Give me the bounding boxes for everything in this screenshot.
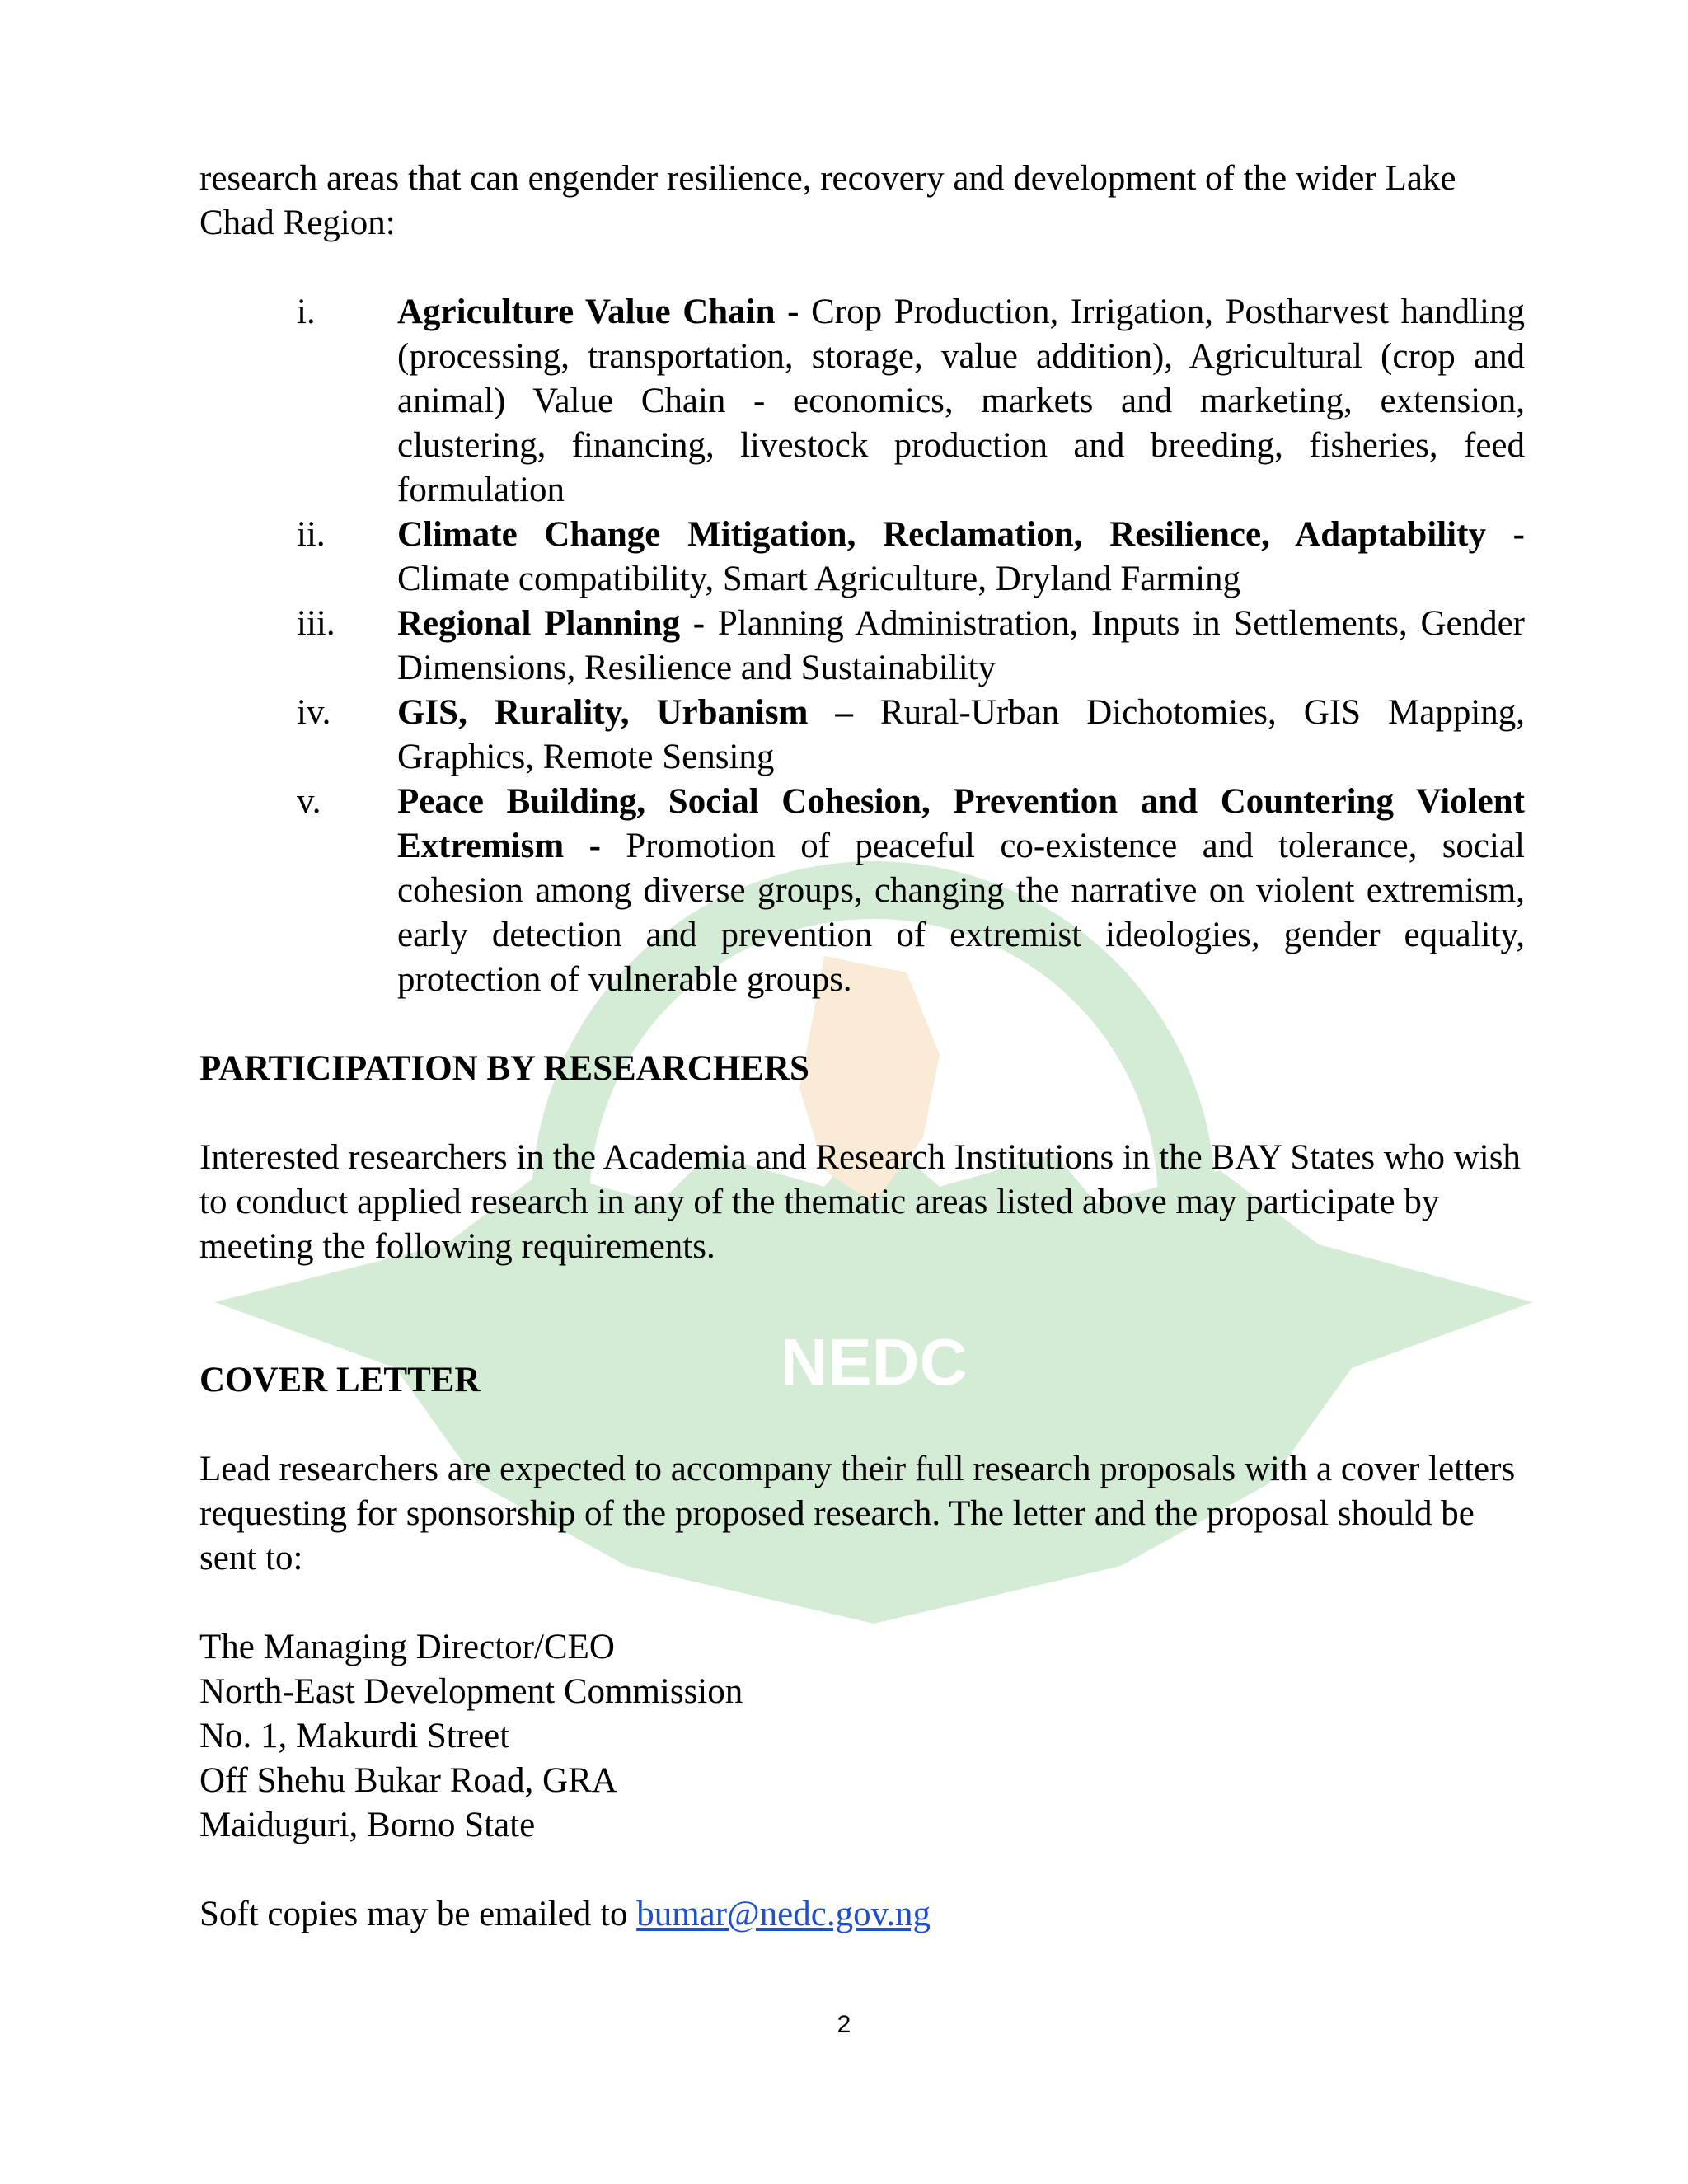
address-line: No. 1, Makurdi Street <box>199 1717 510 1755</box>
list-item-description: Climate compatibility, Smart Agriculture, Dryland Farming <box>397 560 1241 598</box>
list-item-term: GIS, Rurality, Urbanism – <box>397 693 853 732</box>
list-item-term: Climate Change Mitigation, Reclamation, Resilience, Adaptability - <box>397 515 1525 554</box>
intro-paragraph: research areas that can engender resilience, recovery and development of the wider Lake Chad Region: <box>199 159 1456 242</box>
list-item <box>199 780 1525 1002</box>
address-line: North-East Development Commission <box>199 1672 743 1711</box>
list-item <box>199 290 1525 513</box>
thematic-areas-list <box>199 290 1525 1002</box>
cover-letter-heading: COVER LETTER <box>199 1361 481 1399</box>
list-item <box>199 513 1525 602</box>
soft-copies-line <box>199 1892 1525 1937</box>
document-page <box>199 157 1525 1937</box>
list-item-number: v. <box>297 782 321 821</box>
mailing-address <box>199 1625 1525 1848</box>
list-item-description: Rural-Urban Dichotomies, GIS Mapping, Graphics, Remote Sensing <box>397 693 1526 776</box>
soft-copies-text: Soft copies may be emailed to <box>199 1895 628 1933</box>
list-item-description: Planning Administration, Inputs in Settlements, Gender Dimensions, Resilience and Sustainability <box>397 604 1526 687</box>
list-item <box>199 602 1525 691</box>
list-item-description: Promotion of peaceful co-existence and tolerance, social cohesion among diverse groups, changing the narrative on violent extremism, early detection and prevention of extremist ideologies, gender equality, protection of vulnerable groups. <box>397 827 1525 999</box>
page-number: 2 <box>837 2011 851 2038</box>
list-item-term: Regional Planning - <box>397 604 706 643</box>
list-item-term: Peace Building, Social Cohesion, Prevention and Countering Violent Extremism - <box>397 782 1525 865</box>
list-item-number: i. <box>297 293 316 331</box>
list-item <box>199 691 1525 780</box>
list-item-number: iv. <box>297 693 331 732</box>
address-line: The Managing Director/CEO <box>199 1628 615 1666</box>
address-line: Off Shehu Bukar Road, GRA <box>199 1761 617 1800</box>
cover-letter-paragraph: Lead researchers are expected to accompany their full research proposals with a cover letters requesting for sponsorship of the proposed research. The letter and the proposal should be sent to: <box>199 1450 1516 1577</box>
participation-paragraph: Interested researchers in the Academia and Research Institutions in the BAY States who wish to conduct applied research in any of the thematic areas listed above may participate by meeting the following requirements. <box>199 1138 1521 1266</box>
participation-heading: PARTICIPATION BY RESEARCHERS <box>199 1049 809 1088</box>
address-line: Maiduguri, Borno State <box>199 1806 536 1844</box>
list-item-description: Crop Production, Irrigation, Postharvest handling (processing, transportation, storage, value addition), Agricultural (crop and animal) Value Chain - economics, markets and marketing, extension, clustering, financing, livestock production and breeding, fisheries, feed formulation <box>397 293 1525 509</box>
list-item-term: Agriculture Value Chain - <box>397 293 799 331</box>
email-link[interactable]: bumar@nedc.gov.ng <box>636 1895 931 1933</box>
svg-text:NEDC: NEDC <box>780 1325 968 1399</box>
list-item-number: iii. <box>297 604 335 643</box>
list-item-number: ii. <box>297 515 326 554</box>
